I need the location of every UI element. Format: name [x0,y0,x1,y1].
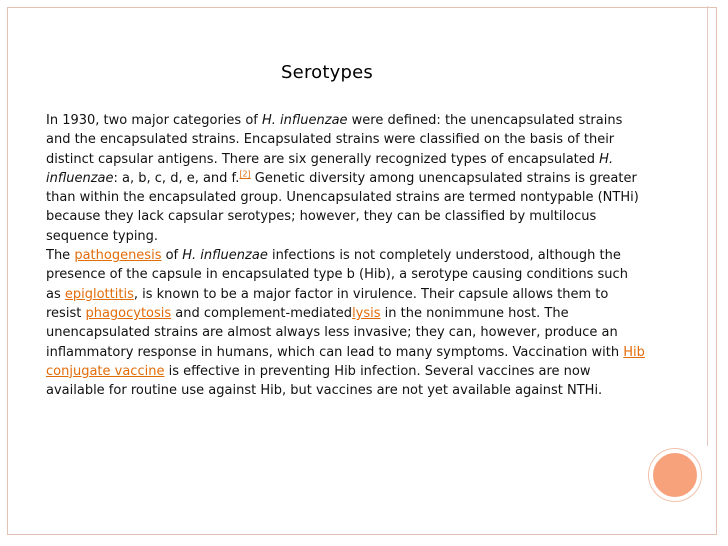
frame-accent-line [707,6,708,446]
text-segment: of [161,248,183,264]
italic-species-name: H. influenzae [46,151,614,186]
text-segment: is effective in preventing Hib infection. Several vaccines are now available for routine use against Hib, but vaccines are not yet available against NTHi. [46,363,603,399]
italic-species-name: H. influenzae [261,113,348,128]
slide-title: Serotypes [281,62,373,83]
epiglottitis-link[interactable]: epiglottitis [64,286,134,302]
text-segment: In 1930, two major categories of [46,113,262,128]
citation-link[interactable]: [2] [239,169,251,179]
decorative-circle [649,449,701,501]
italic-species-name: H. influenzae [182,248,268,264]
text-segment: Genetic diversity among unencapsulated strains is greater than within the encapsulated group. Unencapsulated strains are termed nontypable (NTHi) because they lack capsular serotypes; however, they can be classified by multilocus sequence typing. [46,170,639,244]
text-segment: were defined: the unencapsulated strains and the encapsulated strains. Encapsulated strains were classified on the basis of their distinct capsular antigens. There are six generally recognized types of encapsulated [46,113,623,167]
slide-body-text [46,111,646,400]
text-segment: , is known to be a major factor in virulence. Their capsule allows them to resist [46,286,609,321]
text-segment: infections is not completely understood, although the presence of the capsule in encapsulated type b (Hib), a serotype causing conditions such as [46,248,628,302]
lysis-link[interactable]: lysis [352,305,381,321]
hib-conjugate-vaccine-link[interactable]: Hib conjugate vaccine [46,344,645,379]
phagocytosis-link[interactable]: phagocytosis [85,305,172,321]
text-segment: The [46,248,75,264]
text-segment: and complement-mediated [171,305,353,321]
text-segment: in the nonimmune host. The unencapsulated strains are almost always less invasive; they can, however, produce an inflammatory response in humans, which can lead to many symptoms. Vaccination with [46,305,624,360]
text-segment: : a, b, c, d, e, and f. [113,170,240,186]
pathogenesis-link[interactable]: pathogenesis [74,248,162,264]
